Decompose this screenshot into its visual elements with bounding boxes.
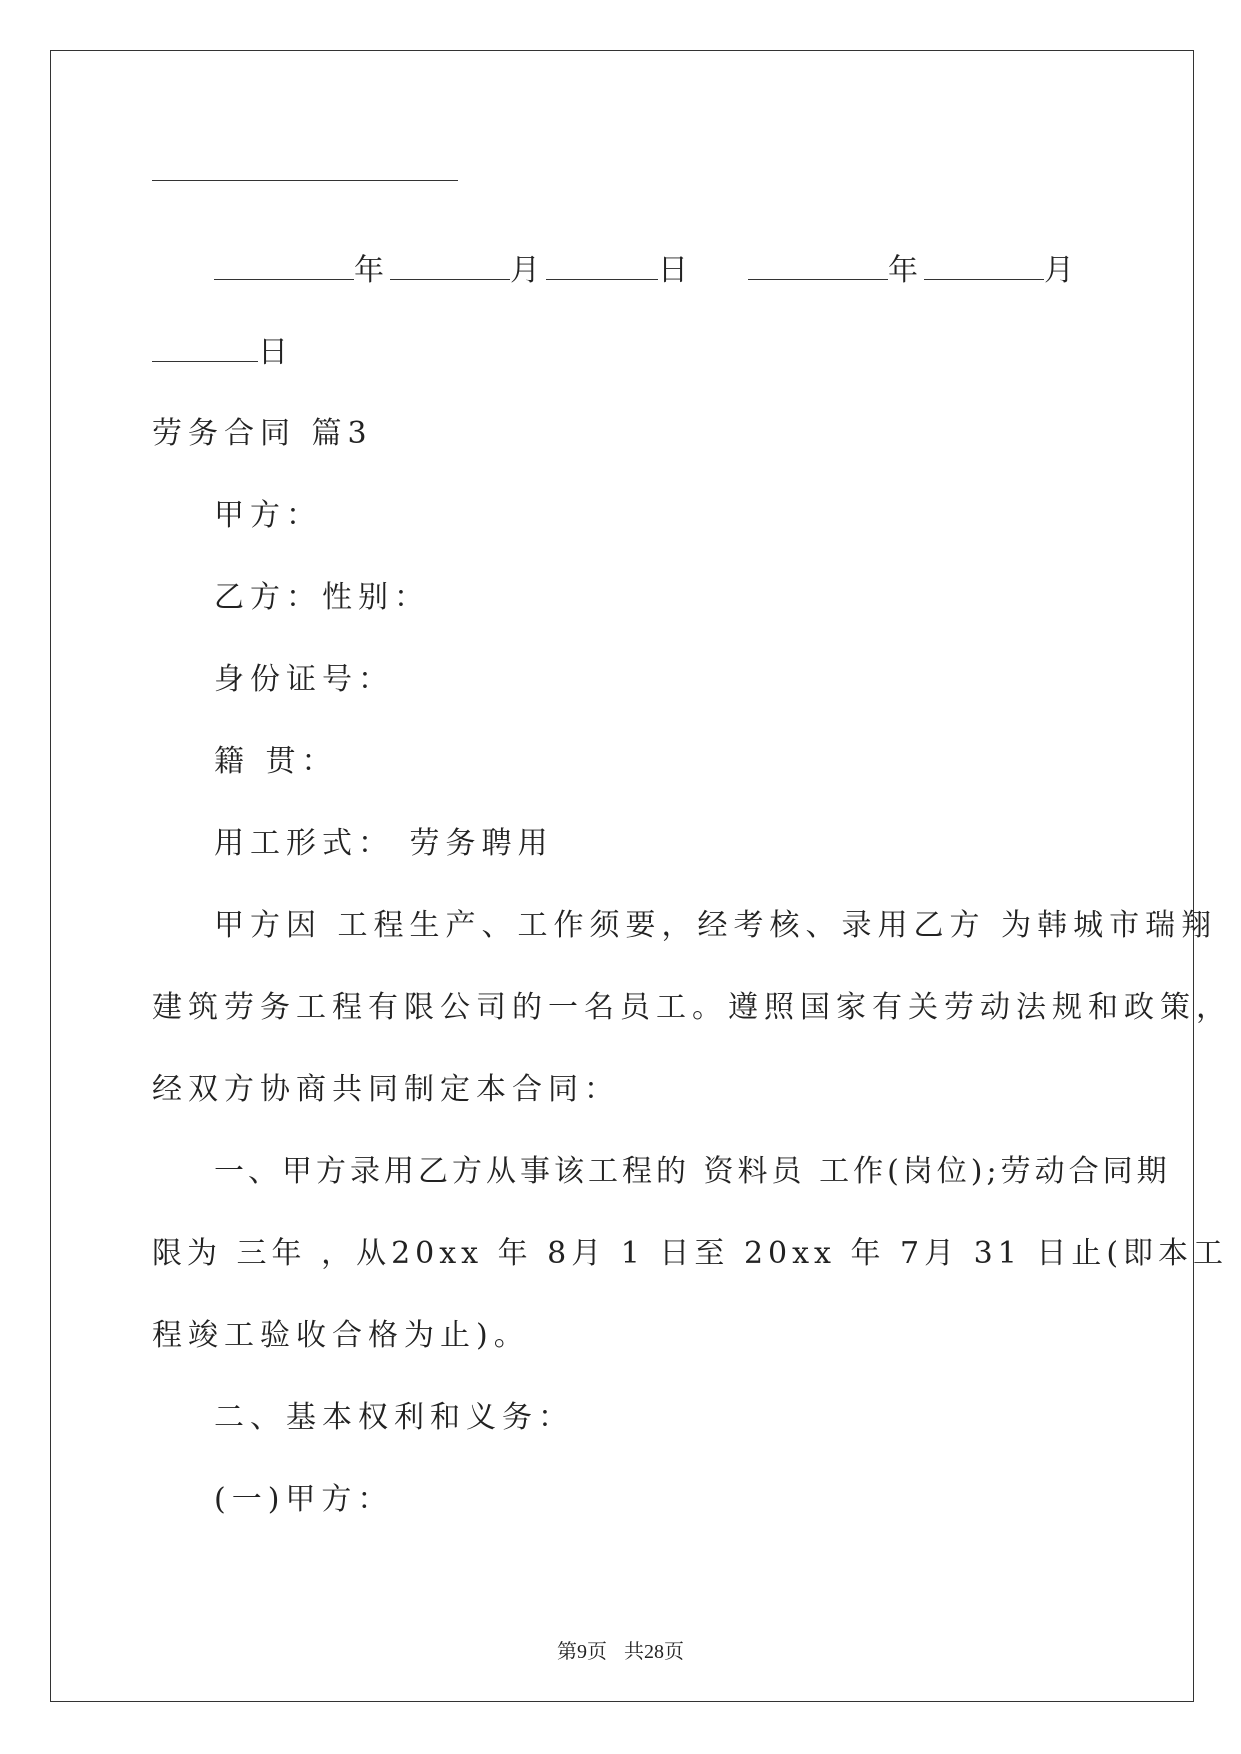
year-blank [214, 253, 354, 280]
page-total: 共28页 [624, 1641, 684, 1663]
intro-paragraph-line: 甲方因 工程生产、工作须要，经考核、录用乙方 为韩城市瑞翔 [214, 908, 1218, 943]
month-label: 月 [510, 253, 546, 288]
month-blank [390, 253, 510, 280]
year-blank [748, 253, 888, 280]
page-footer [0, 1635, 1241, 1664]
clause-1-line: 程竣工验收合格为止)。 [152, 1318, 530, 1353]
day-label: 日 [658, 253, 694, 288]
signature-blank-line [152, 180, 458, 181]
clause-2-subsection: (一)甲方： [214, 1482, 394, 1517]
clause-1-line: 限为 三年 ，从20xx 年 8月 1 日至 20xx 年 7月 31 日止(即本工 [152, 1236, 1229, 1271]
page-border [50, 50, 1194, 1702]
year-label: 年 [888, 253, 924, 288]
year-label: 年 [354, 253, 390, 288]
signature-date-row-2 [748, 253, 1080, 289]
intro-paragraph-line: 经双方协商共同制定本合同： [152, 1072, 620, 1107]
id-number-field: 身份证号： [214, 662, 394, 697]
native-place-field: 籍 贯： [214, 744, 338, 779]
party-a-field: 甲方： [214, 498, 322, 533]
employment-form-field: 用工形式： 劳务聘用 [214, 826, 554, 861]
clause-2-title: 二、基本权利和义务： [214, 1400, 574, 1435]
intro-paragraph-line: 建筑劳务工程有限公司的一名员工。遵照国家有关劳动法规和政策， [152, 990, 1232, 1025]
section-title: 劳务合同 篇3 [152, 416, 373, 451]
page-current: 第9页 [557, 1641, 607, 1663]
party-b-field: 乙方：性别： [214, 580, 430, 615]
day-blank [546, 253, 658, 280]
clause-1-line: 一、甲方录用乙方从事该工程的 资料员 工作(岗位);劳动合同期 [214, 1154, 1171, 1189]
month-blank [924, 253, 1044, 280]
month-label: 月 [1044, 253, 1080, 288]
signature-date-row [214, 253, 694, 289]
day-label: 日 [258, 335, 294, 370]
signature-date-row-3 [152, 335, 294, 371]
day-blank [152, 335, 258, 362]
